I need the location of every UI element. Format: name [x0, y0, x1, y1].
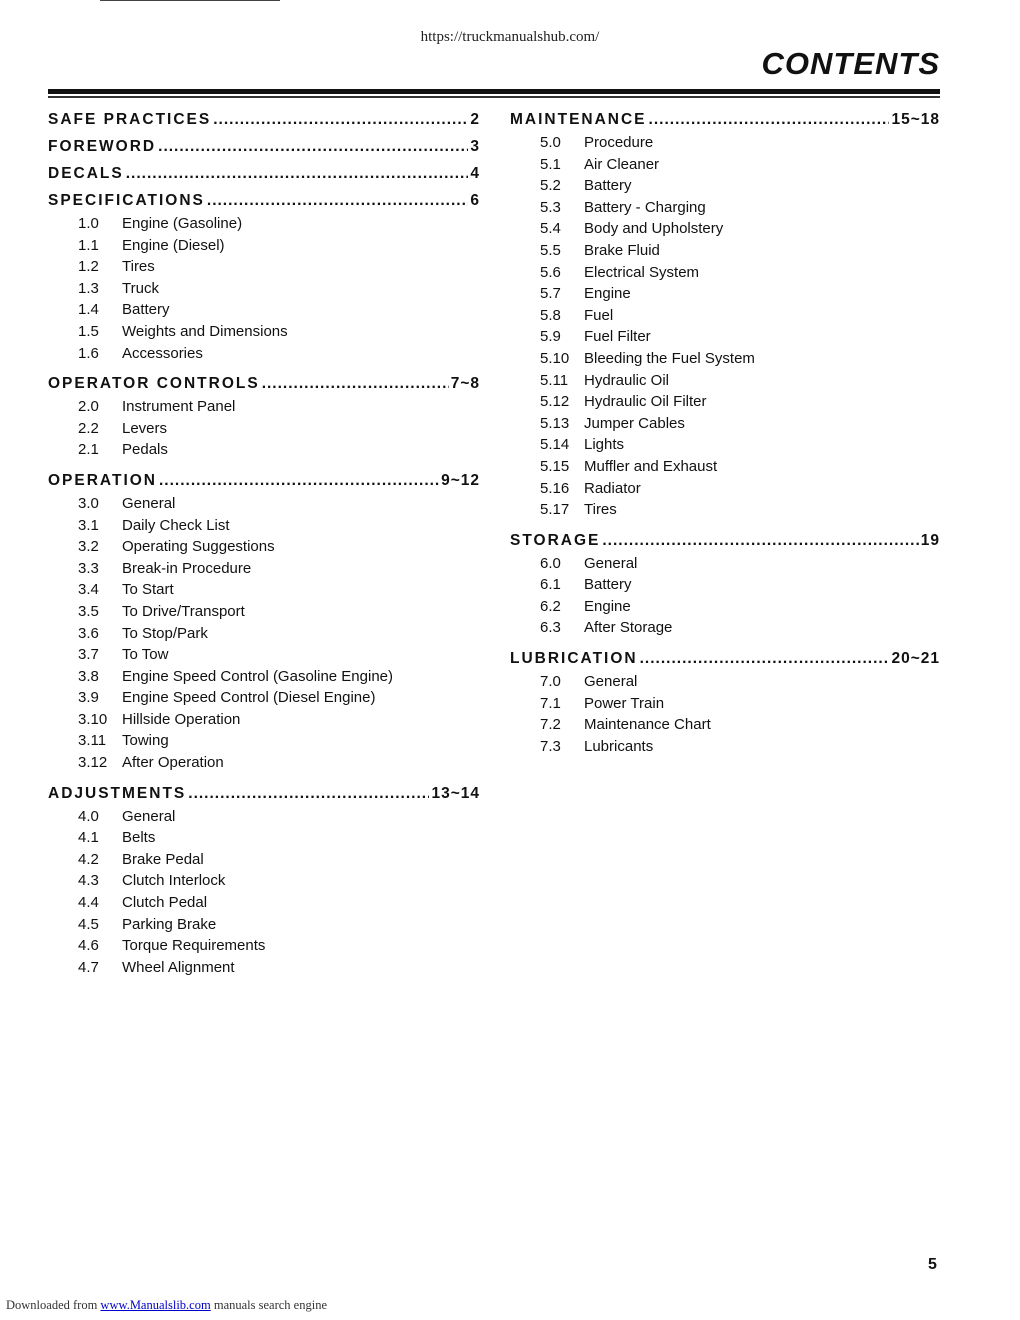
- toc-section-heading[interactable]: [510, 108, 940, 132]
- toc-item[interactable]: [540, 574, 940, 596]
- item-label: Pedals: [122, 441, 168, 459]
- item-label: Muffler and Exhaust: [584, 457, 718, 475]
- toc-item-list: [48, 213, 480, 364]
- item-number: 3.11: [78, 732, 107, 750]
- item-number: 5.10: [540, 349, 570, 367]
- section-gap: [48, 364, 480, 372]
- item-number: 4.6: [78, 937, 99, 955]
- toc-item[interactable]: [78, 558, 480, 580]
- toc-item[interactable]: [540, 262, 940, 284]
- toc-item[interactable]: [540, 197, 940, 219]
- item-label: Lubricants: [584, 737, 654, 755]
- toc-item[interactable]: [78, 687, 480, 709]
- item-label: Lights: [584, 436, 625, 454]
- toc-item[interactable]: [540, 283, 940, 305]
- item-number: 5.5: [540, 241, 561, 259]
- item-number: 7.2: [540, 716, 561, 734]
- section-pages: 6: [470, 192, 480, 209]
- toc-item[interactable]: [540, 596, 940, 618]
- section-pages: 4: [470, 165, 480, 182]
- toc-item[interactable]: [540, 175, 940, 197]
- toc-left-column: [48, 108, 480, 986]
- dot-leader: [158, 135, 468, 159]
- item-label: Truck: [122, 279, 159, 297]
- top-edge-line: [100, 0, 280, 1]
- item-number: 5.9: [540, 328, 561, 346]
- item-number: 6.2: [540, 597, 561, 615]
- dot-leader: [188, 782, 429, 806]
- item-label: Brake Pedal: [122, 850, 204, 868]
- toc-item[interactable]: [78, 827, 480, 849]
- section-pages: 3: [470, 138, 480, 155]
- item-label: Power Train: [584, 694, 665, 712]
- item-label: Radiator: [584, 479, 641, 497]
- section-title: OPERATOR CONTROLS: [48, 375, 260, 393]
- item-label: Brake Fluid: [584, 241, 660, 259]
- toc-item[interactable]: [78, 515, 480, 537]
- item-number: 7.1: [540, 694, 561, 712]
- item-number: 2.0: [78, 398, 99, 416]
- item-number: 5.13: [540, 414, 570, 432]
- toc-item[interactable]: [540, 132, 940, 154]
- toc-item[interactable]: [78, 870, 480, 892]
- item-label: Belts: [122, 829, 156, 847]
- item-number: 4.7: [78, 958, 99, 976]
- item-number: 3.6: [78, 624, 99, 642]
- item-label: After Storage: [584, 619, 673, 637]
- manualslib-link[interactable]: www.Manualslib.com: [100, 1298, 211, 1312]
- item-number: 3.12: [78, 754, 108, 772]
- toc-item[interactable]: [540, 714, 940, 736]
- section-title: OPERATION: [48, 471, 157, 489]
- item-number: 1.2: [78, 258, 99, 276]
- item-number: 5.1: [540, 155, 561, 173]
- toc-item[interactable]: [78, 299, 480, 321]
- section-pages: 15~18: [891, 111, 940, 128]
- toc-item[interactable]: [78, 278, 480, 300]
- section-title: FOREWORD: [48, 138, 157, 155]
- item-label: General: [122, 494, 176, 512]
- toc-item[interactable]: [78, 601, 480, 623]
- item-label: Jumper Cables: [584, 414, 685, 432]
- item-label: Battery: [122, 301, 170, 319]
- dot-leader: [126, 162, 469, 186]
- section-gap: [48, 978, 480, 986]
- item-number: 1.1: [78, 236, 99, 254]
- item-number: 5.2: [540, 177, 561, 195]
- source-url[interactable]: https://truckmanualshub.com/: [420, 29, 600, 45]
- section-gap: [510, 521, 940, 529]
- item-label: Torque Requirements: [122, 937, 266, 955]
- item-number: 3.7: [78, 646, 99, 664]
- item-label: Engine: [584, 285, 631, 303]
- item-number: 7.3: [540, 737, 561, 755]
- item-number: 5.14: [540, 436, 570, 454]
- toc-item[interactable]: [78, 235, 480, 257]
- toc-item-list: [48, 396, 480, 461]
- toc-item[interactable]: [78, 343, 480, 365]
- page-number: 5: [928, 1256, 937, 1273]
- section-gap: [510, 757, 940, 765]
- toc-item[interactable]: [78, 957, 480, 979]
- dot-leader: [649, 108, 890, 132]
- section-title: MAINTENANCE: [510, 111, 647, 128]
- item-label: Engine Speed Control (Gasoline Engine): [122, 667, 394, 685]
- item-label: Bleeding the Fuel System: [584, 349, 755, 367]
- section-title: STORAGE: [510, 531, 601, 549]
- toc-section: [48, 372, 480, 469]
- dot-leader: [640, 647, 890, 671]
- item-label: Tires: [122, 258, 155, 276]
- toc-item[interactable]: [78, 396, 480, 418]
- toc-right-column: [510, 108, 940, 765]
- toc-item[interactable]: [540, 456, 940, 478]
- item-label: Tires: [584, 501, 617, 519]
- toc-item[interactable]: [540, 736, 940, 758]
- item-number: 1.6: [78, 344, 99, 362]
- download-footer: [6, 1298, 327, 1313]
- toc-section: [510, 529, 940, 647]
- toc-item[interactable]: [78, 914, 480, 936]
- item-label: Electrical System: [584, 263, 700, 281]
- item-number: 6.0: [540, 554, 561, 572]
- toc-item[interactable]: [78, 666, 480, 688]
- toc-item[interactable]: [78, 536, 480, 558]
- item-number: 5.0: [540, 134, 561, 151]
- section-gap: [510, 639, 940, 647]
- item-number: 2.1: [78, 441, 99, 459]
- item-label: General: [584, 554, 638, 572]
- item-label: Engine (Diesel): [122, 236, 225, 254]
- item-number: 2.2: [78, 419, 99, 437]
- page-title: CONTENTS: [761, 46, 940, 81]
- item-number: 5.4: [540, 220, 561, 238]
- item-label: Procedure: [584, 134, 654, 151]
- item-label: To Start: [122, 581, 174, 599]
- dot-leader: [602, 529, 918, 553]
- item-number: 3.1: [78, 516, 99, 534]
- item-number: 7.0: [540, 673, 561, 691]
- item-number: 5.7: [540, 285, 561, 303]
- item-number: 5.6: [540, 263, 561, 281]
- section-pages: 20~21: [891, 650, 940, 668]
- toc-item-list: [48, 806, 480, 979]
- item-label: Parking Brake: [122, 915, 217, 933]
- toc-item[interactable]: [78, 849, 480, 871]
- item-number: 4.2: [78, 850, 99, 868]
- toc-item[interactable]: [540, 326, 940, 348]
- item-number: 5.16: [540, 479, 570, 497]
- toc-section: [48, 782, 480, 987]
- toc-section-heading[interactable]: [48, 108, 480, 132]
- item-number: 5.11: [540, 371, 569, 389]
- toc-item[interactable]: [78, 644, 480, 666]
- item-label: Hydraulic Oil: [584, 371, 670, 389]
- item-label: Engine (Gasoline): [122, 215, 243, 232]
- item-number: 6.1: [540, 576, 561, 594]
- item-label: Daily Check List: [122, 516, 230, 534]
- item-label: Clutch Interlock: [122, 872, 226, 890]
- item-number: 5.3: [540, 198, 561, 216]
- toc-item[interactable]: [78, 935, 480, 957]
- section-pages: 2: [470, 111, 480, 128]
- toc-item[interactable]: [78, 892, 480, 914]
- toc-item[interactable]: [540, 370, 940, 392]
- section-title: SAFE PRACTICES: [48, 111, 212, 128]
- section-pages: 9~12: [441, 471, 480, 489]
- item-number: 3.8: [78, 667, 99, 685]
- toc-item[interactable]: [540, 553, 940, 575]
- toc-section-heading[interactable]: [48, 782, 480, 806]
- toc-section: [48, 108, 480, 135]
- item-number: 3.3: [78, 559, 99, 577]
- toc-item[interactable]: [540, 240, 940, 262]
- item-label: Weights and Dimensions: [122, 322, 288, 340]
- item-number: 3.2: [78, 538, 99, 556]
- toc-item[interactable]: [78, 256, 480, 278]
- item-label: Instrument Panel: [122, 398, 236, 416]
- item-label: General: [122, 807, 176, 825]
- toc-item[interactable]: [540, 617, 940, 639]
- section-title: SPECIFICATIONS: [48, 192, 205, 209]
- toc-section-heading[interactable]: [48, 162, 480, 186]
- toc-section-heading[interactable]: [510, 647, 940, 671]
- section-title: ADJUSTMENTS: [48, 784, 187, 802]
- item-number: 6.3: [540, 619, 561, 637]
- item-label: Battery - Charging: [584, 198, 706, 216]
- toc-item[interactable]: [540, 154, 940, 176]
- dot-leader: [213, 108, 468, 132]
- header-rule-thick: [48, 89, 940, 94]
- header-rule-thin: [48, 96, 940, 98]
- toc-section: [48, 162, 480, 189]
- toc-item-list: [510, 553, 940, 639]
- item-number: 3.10: [78, 710, 108, 728]
- item-number: 1.4: [78, 301, 99, 319]
- toc-item-list: [510, 671, 940, 757]
- dot-leader: [262, 372, 449, 396]
- toc-item[interactable]: [78, 321, 480, 343]
- item-number: 5.15: [540, 457, 570, 475]
- toc-section-heading[interactable]: [48, 135, 480, 159]
- item-label: After Operation: [122, 754, 224, 772]
- item-label: Hillside Operation: [122, 710, 241, 728]
- section-gap: [48, 774, 480, 782]
- item-label: Maintenance Chart: [584, 716, 711, 734]
- item-label: Battery: [584, 576, 632, 594]
- toc-item[interactable]: [540, 693, 940, 715]
- toc-item[interactable]: [78, 213, 480, 235]
- footer-suffix: manuals search engine: [213, 1298, 327, 1312]
- item-label: Hydraulic Oil Filter: [584, 393, 707, 411]
- item-number: 3.4: [78, 581, 99, 599]
- toc-item[interactable]: [540, 671, 940, 693]
- toc-item[interactable]: [78, 806, 480, 828]
- item-number: 1.5: [78, 322, 99, 340]
- item-number: 5.12: [540, 393, 570, 411]
- item-label: Accessories: [122, 344, 203, 362]
- toc-item[interactable]: [78, 730, 480, 752]
- section-title: DECALS: [48, 165, 124, 182]
- dot-leader: [207, 189, 468, 213]
- item-label: Engine: [584, 597, 631, 615]
- item-label: To Tow: [122, 646, 169, 664]
- toc-item-list: [48, 493, 480, 774]
- item-label: Body and Upholstery: [584, 220, 724, 238]
- toc-item[interactable]: [540, 413, 940, 435]
- toc-item[interactable]: [540, 305, 940, 327]
- item-number: 1.3: [78, 279, 99, 297]
- item-number: 4.5: [78, 915, 99, 933]
- item-label: Break-in Procedure: [122, 559, 252, 577]
- toc-section: [510, 647, 940, 765]
- toc-item[interactable]: [78, 623, 480, 645]
- item-label: To Stop/Park: [122, 624, 208, 642]
- item-number: 3.9: [78, 689, 99, 707]
- item-label: Fuel Filter: [584, 328, 651, 346]
- footer-prefix: Downloaded from: [6, 1298, 98, 1312]
- toc-section-heading[interactable]: [510, 529, 940, 553]
- item-label: Clutch Pedal: [122, 894, 208, 912]
- toc-item[interactable]: [540, 499, 940, 521]
- item-number: 4.4: [78, 894, 99, 912]
- toc-section-heading[interactable]: [48, 189, 480, 213]
- item-label: Operating Suggestions: [122, 538, 275, 556]
- toc-section: [48, 135, 480, 162]
- toc-section: [48, 469, 480, 782]
- section-pages: 7~8: [450, 375, 480, 393]
- section-pages: 19: [920, 531, 940, 549]
- toc-item[interactable]: [78, 752, 480, 774]
- item-number: 3.0: [78, 494, 99, 512]
- item-number: 4.0: [78, 807, 99, 825]
- item-label: To Drive/Transport: [122, 602, 245, 620]
- item-number: 1.0: [78, 215, 99, 232]
- dot-leader: [159, 469, 439, 493]
- toc-section: [48, 189, 480, 372]
- toc-item[interactable]: [78, 418, 480, 440]
- item-number: 3.5: [78, 602, 99, 620]
- item-label: Air Cleaner: [584, 155, 660, 173]
- toc-item[interactable]: [540, 478, 940, 500]
- toc-item[interactable]: [78, 579, 480, 601]
- section-gap: [48, 461, 480, 469]
- item-label: Wheel Alignment: [122, 958, 235, 976]
- item-number: 5.17: [540, 501, 570, 519]
- item-label: Engine Speed Control (Diesel Engine): [122, 689, 376, 707]
- toc-item[interactable]: [78, 709, 480, 731]
- toc-item[interactable]: [540, 348, 940, 370]
- item-number: 5.8: [540, 306, 561, 324]
- item-number: 4.1: [78, 829, 99, 847]
- item-label: Towing: [122, 732, 169, 750]
- toc-section-heading[interactable]: [48, 469, 480, 493]
- toc-item[interactable]: [540, 218, 940, 240]
- item-label: Battery: [584, 177, 632, 195]
- section-title: LUBRICATION: [510, 650, 638, 668]
- toc-item[interactable]: [540, 391, 940, 413]
- toc-item[interactable]: [78, 439, 480, 461]
- toc-item-list: [510, 132, 940, 521]
- toc-item[interactable]: [78, 493, 480, 515]
- item-label: General: [584, 673, 638, 691]
- toc-section: [510, 108, 940, 529]
- item-label: Levers: [122, 419, 168, 437]
- section-pages: 13~14: [431, 784, 480, 802]
- toc-item[interactable]: [540, 434, 940, 456]
- item-number: 4.3: [78, 872, 99, 890]
- item-label: Fuel: [584, 306, 614, 324]
- toc-section-heading[interactable]: [48, 372, 480, 396]
